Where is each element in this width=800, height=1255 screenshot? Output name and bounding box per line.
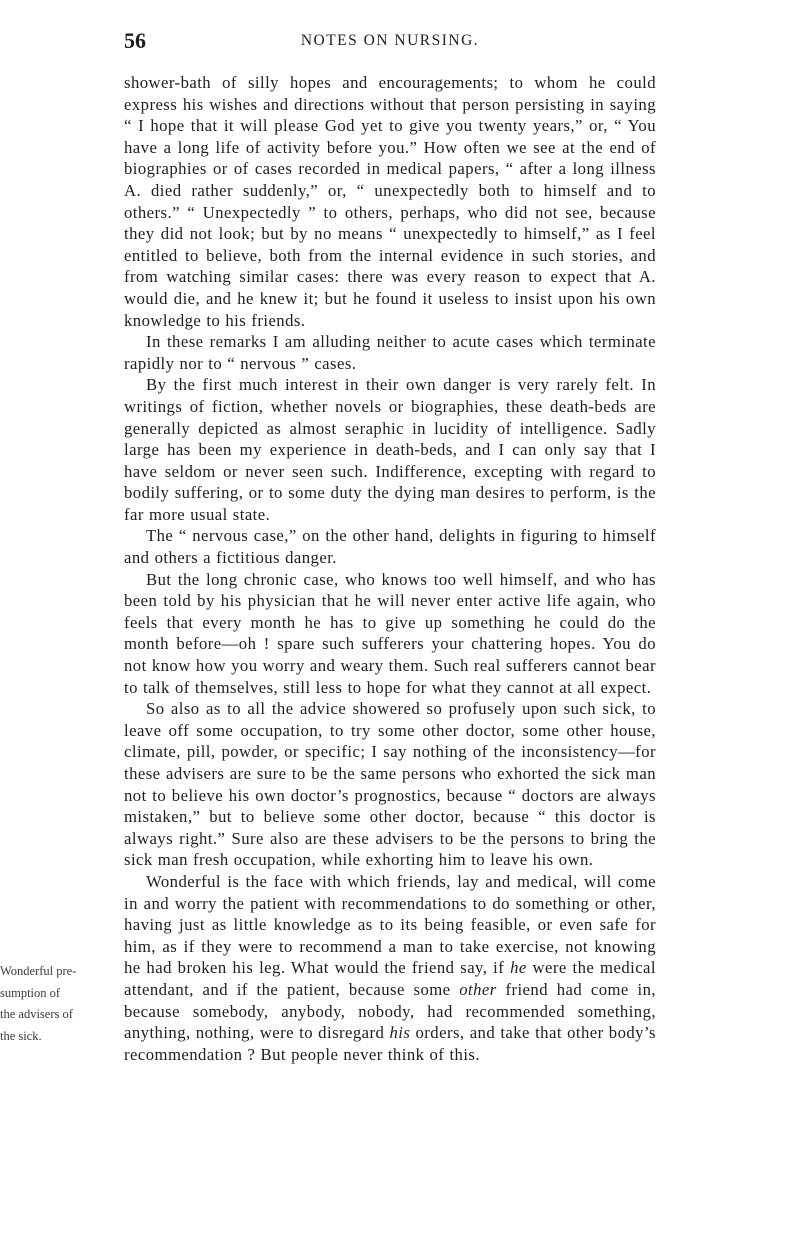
body-text [124,72,656,1065]
paragraph: shower-bath of silly hopes and encouragements; to whom he could express his wishes and directions without that person persisting in saying “ I hope that it will please God yet to give you twenty years,” or, “ You have a long life of activity before you.” How often we see at the end of biographies or of cases recorded in medical papers, “ after a long illness A. died rather suddenly,” or, “ unexpectedly both to himself and to others.” “ Unexpectedly ” to others, perhaps, who did not see, because they did not look; but by no means “ unexpectedly to himself,” as I feel entitled to believe, both from the internal evidence in such stories, and from watching similar cases: there was every reason to expect that A. would die, and he knew it; but he found it useless to insist upon his own knowledge to his friends. [124,73,656,330]
emphasis: other [459,979,497,999]
text-run: friend had come in, because somebody, anybody, nobody, had recommended something, anything, nothing, were to disregard [124,979,657,1043]
text-run: orders, and take that other body’s recommendation ? But people never think of this. [124,1023,657,1064]
margin-note-line: Wonderful pre- [0,964,77,978]
emphasis: he [510,958,527,978]
page-number: 56 [124,28,146,53]
running-title: NOTES ON NURSING. [300,32,480,49]
margin-note-line: the advisers of [0,1007,73,1022]
paragraph [124,871,656,1065]
page-header [124,28,656,58]
margin-note-line: the sick. [0,1028,42,1043]
paragraph: By the first much interest in their own danger is very rarely felt. In writings of fiction, whether novels or biographies, these death-beds are generally depicted as almost seraphic in lucidity of intelligence. Sadly large has been my experience in death-beds, and I can only say that I have seldom or never seen such. Indifference, excepting with regard to bodily suffering, or to some duty the dying man desires to perform, is the far more usual state. [124,375,656,524]
text-run: were the medical attendant, and if the patient, because some [124,958,656,999]
emphasis: his [389,1023,411,1043]
paragraph: In these remarks I am alluding neither to acute cases which terminate rapidly nor to “ nervous ” cases. [124,332,656,373]
text-run: Wonderful is the face with which friends, lay and medical, will come in and worry the patient with recommendations to do something or other, having just as little knowledge as to its being feasible, or even safe for him, as if they were to recommend a man to take exercise, not knowing he had broken his leg. What would the friend say, if [124,871,656,978]
paragraph: So also as to all the advice showered so profusely upon such sick, to leave off some occupation, to try some other doctor, some other house, climate, pill, powder, or specific; I say nothing of the inconsistency—for these advisers are sure to be the same persons who exhorted the sick man not to believe his own doctor’s prognostics, because “ doctors are always mistaken,” but to believe some other doctor, because “ this doctor is always right.” Sure also are these advisers to be the persons to bring the sick man fresh occupation, while exhorting him to leave his own. [124,699,656,870]
margin-note [0,961,110,1047]
paragraph: The “ nervous case,” on the other hand, delights in figuring to himself and others a fictitious danger. [124,526,656,568]
paragraph: But the long chronic case, who knows too well himself, and who has been told by his physician that he will never enter active life again, who feels that every month he has to give up something he could do the month before—oh ! spare such sufferers your chattering hopes. You do not know how you worry and weary them. Such real sufferers cannot bear to talk of themselves, still less to hope for what they cannot at all expect. [124,569,656,697]
margin-note-line: sumption of [0,985,61,1000]
